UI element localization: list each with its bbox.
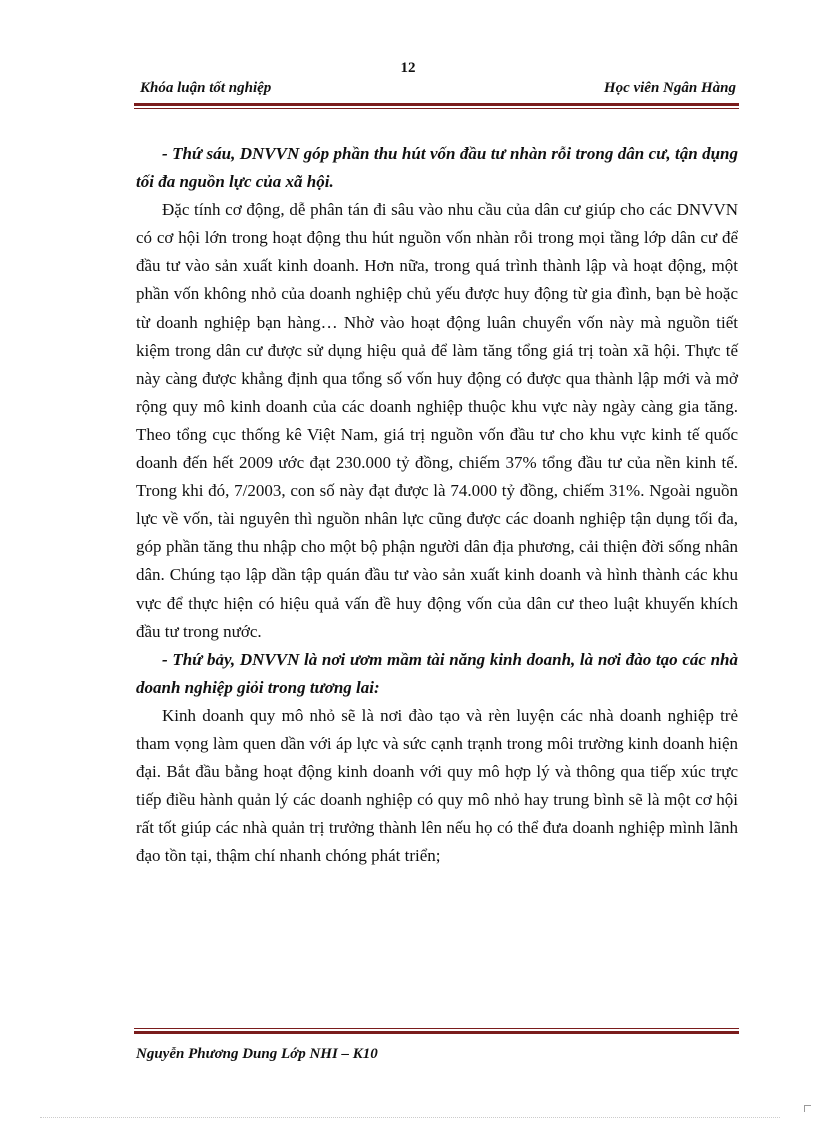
header-divider [134,103,739,109]
paragraph-seventh: Kinh doanh quy mô nhỏ sẽ là nơi đào tạo và rèn luyện các nhà doanh nghiệp trẻ tham vọng làm quen dần với áp lực và sức cạnh trạnh trong môi trường kinh doanh hiện đại. Bắt đầu bằng hoạt động kinh doanh với quy mô hợp lý và thông qua tiếp xúc trực tiếp điều hành quản lý các doanh nghiệp có quy mô nhỏ hay trung bình sẽ là một cơ hội rất tốt giúp các nhà quản trị trưởng thành lên nếu họ có thể đưa doanh nghiệp mình lãnh đạo tồn tại, thậm chí nhanh chóng phát triển; [136,705,738,866]
footer-divider [134,1028,739,1034]
document-body [136,140,738,870]
corner-crop-mark [804,1105,811,1112]
section-heading-sixth: - Thứ sáu, DNVVN góp phần thu hút vốn đầu tư nhàn rỗi trong dân cư, tận dụng tối đa nguồn lực của xã hội. [136,144,738,192]
page-edge-line [40,1117,780,1118]
header-institution: Học viên Ngân Hàng [603,80,736,96]
header-thesis-title: Khóa luận tốt nghiệp [140,80,272,96]
section-heading-seventh: - Thứ bảy, DNVVN là nơi ươm mầm tài năng kinh doanh, là nơi đào tạo các nhà doanh nghiệp giỏi trong tương lai: [136,649,738,697]
footer-author: Nguyễn Phương Dung Lớp NHI – K10 [136,1046,378,1062]
page-number: 12 [400,60,416,76]
paragraph-sixth: Đặc tính cơ động, dễ phân tán đi sâu vào nhu cầu của dân cư giúp cho các DNVVN có cơ hội lớn trong hoạt động thu hút nguồn vốn nhàn rỗi trong mọi tầng lớp dân cư để đầu tư vào sản xuất kinh doanh. Hơn nữa, trong quá trình thành lập và hoạt động, một phần vốn không nhỏ của doanh nghiệp chủ yếu được huy động từ gia đình, bạn bè hoặc từ doanh nghiệp bạn hàng… Nhờ vào hoạt động luân chuyển vốn này mà nguồn tiết kiệm trong dân cư được sử dụng hiệu quả để làm tăng tổng giá trị toàn xã hội. Thực tế này càng được khẳng định qua tổng số vốn huy động có được qua thành lập mới và mở rộng quy mô kinh doanh của các doanh nghiệp thuộc khu vực này ngày càng gia tăng. Theo tổng cục thống kê Việt Nam, giá trị nguồn vốn đầu tư cho khu vực kinh tế quốc doanh đến hết 2009 ước đạt 230.000 tỷ đồng, chiếm 37% tổng đầu tư của nền kinh tế. Trong khi đó, 7/2003, con số này đạt được là 74.000 tỷ đồng, chiếm 31%. Ngoài nguồn lực về vốn, tài nguyên thì nguồn nhân lực cũng được các doanh nghiệp tận dụng tối đa, góp phần tăng thu nhập cho một bộ phận người dân địa phương, cải thiện đời sống nhân dân. Chúng tạo lập dần tập quán đầu tư vào sản xuất kinh doanh và hình thành các khu vực để thực hiện có hiệu quả vấn đề huy động vốn của dân cư theo luật khuyến khích đầu tư trong nước. [136,200,738,641]
